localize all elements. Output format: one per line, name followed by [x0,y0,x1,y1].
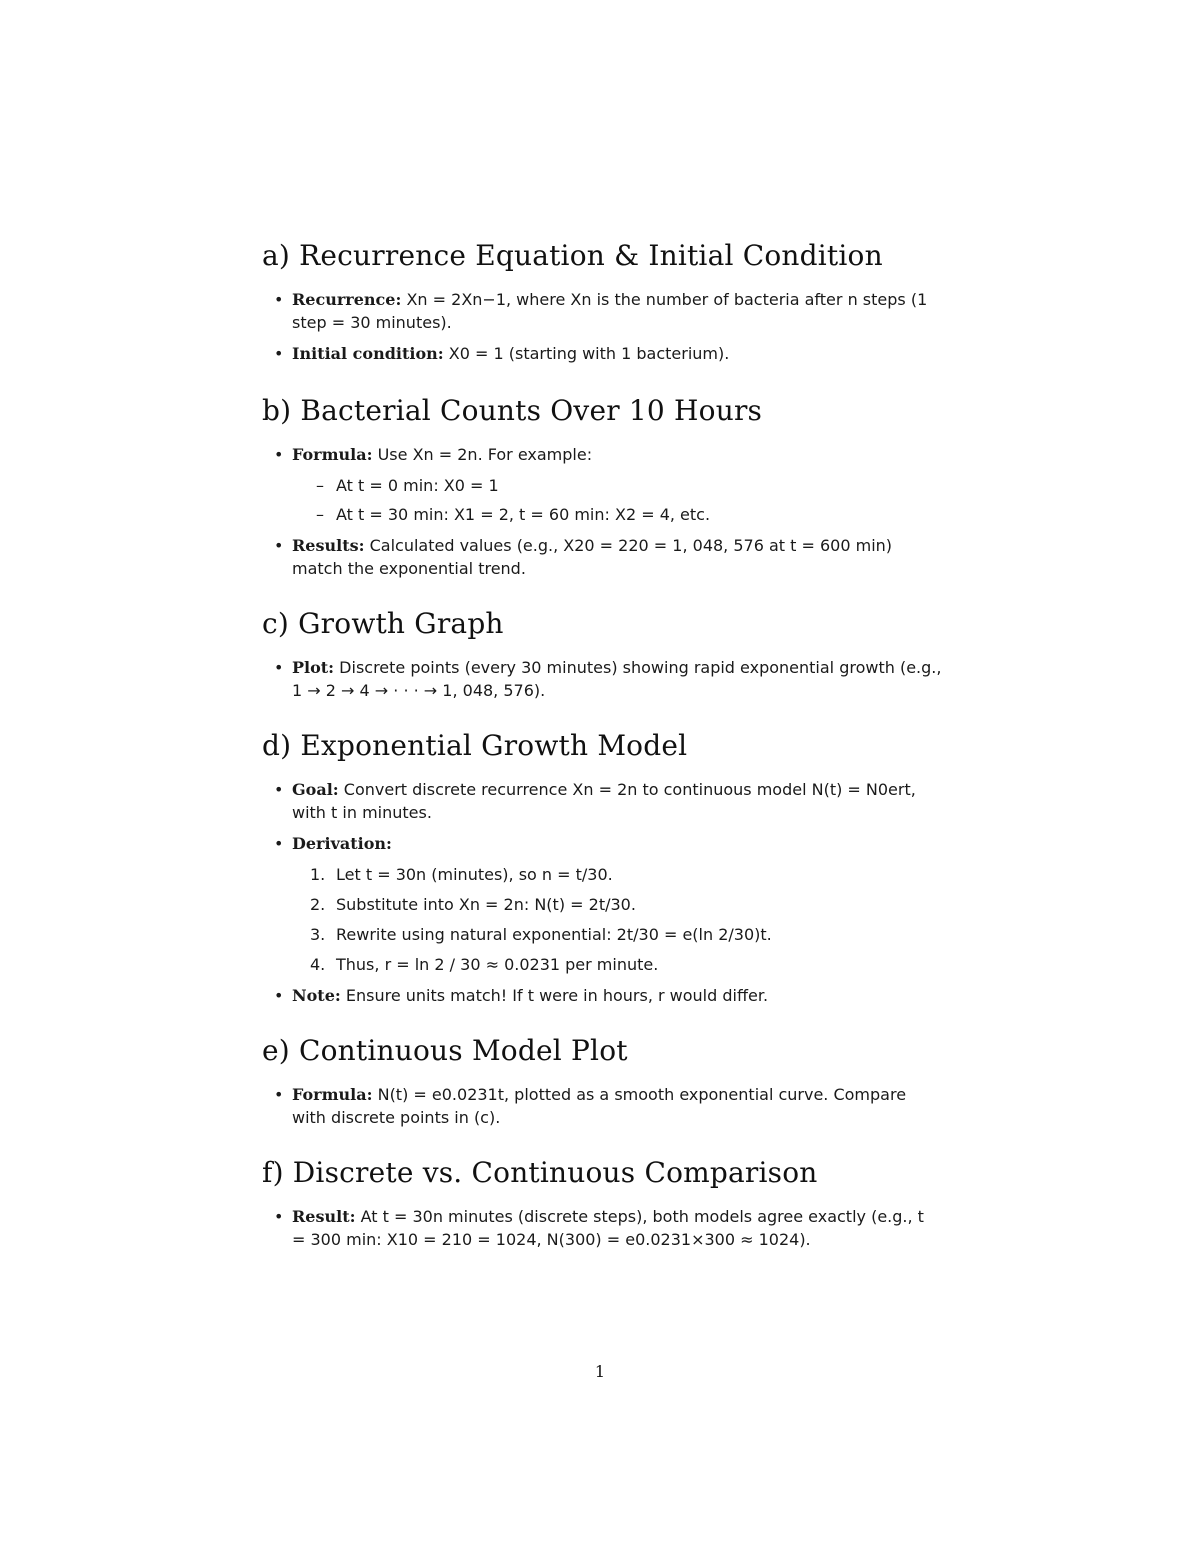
derivation-step-4: 4. Thus, r = ln 2 / 30 ≈ 0.0231 per minute. [310,955,659,974]
bullet-label: Initial condition: [292,344,444,363]
section-b-bullet-results [292,534,942,580]
section-d-bullet-goal [292,778,942,824]
section-d-bullet-derivation [292,832,942,976]
section-b-list [262,443,942,580]
document-page [262,238,942,1259]
section-c-heading: c) Growth Graph [262,607,504,640]
sub-item-t30: – At t = 30 min: X1 = 2, t = 60 min: X2 = 4, etc. [336,503,942,526]
derivation-step-3: 3. Rewrite using natural exponential: 2t/30 = e(ln 2/30)t. [310,925,772,944]
section-b-heading: b) Bacterial Counts Over 10 Hours [262,394,763,427]
section-d [262,728,942,1007]
bullet-text: Ensure units match! If t were in hours, r would differ. [345,986,769,1005]
bullet-label: Formula: [292,1085,373,1104]
section-e-bullet-formula [292,1083,942,1129]
section-b-bullet-formula [292,443,942,526]
section-f-heading: f) Discrete vs. Continuous Comparison [262,1156,818,1189]
section-c-list [262,656,942,702]
bullet-label: Result: [292,1207,356,1226]
bullet-label: Note: [292,986,341,1005]
section-c [262,606,942,702]
section-a-heading: a) Recurrence Equation & Initial Condition [262,239,883,272]
derivation-steps [292,863,942,976]
bullet-text: At t = 30n minutes (discrete steps), both models agree exactly (e.g., t = 300 min: X10 = 210 = 1024, N(300) = e0.0231×300 ≈ 1024). [292,1207,924,1249]
bullet-text: X0 = 1 (starting with 1 bacterium). [448,344,730,363]
bullet-text: Calculated values (e.g., X20 = 220 = 1, 048, 576 at t = 600 min) match the exponential trend. [292,536,893,578]
bullet-label: Formula: [292,445,373,464]
section-e-list [262,1083,942,1129]
section-f [262,1155,942,1251]
section-a-bullet-initial-condition [292,342,942,365]
section-e [262,1033,942,1129]
derivation-step-2: 2. Substitute into Xn = 2n: N(t) = 2t/30. [310,895,636,914]
bullet-label: Goal: [292,780,339,799]
section-a [262,238,942,365]
step-text: Substitute into Xn = 2n: N(t) = 2t/30. [336,895,636,914]
step-text: Let t = 30n (minutes), so n = t/30. [336,865,613,884]
section-f-bullet-result [292,1205,942,1251]
bullet-label: Results: [292,536,365,555]
bullet-text: Xn = 2Xn−1, where Xn is the number of bacteria after n steps (1 step = 30 minutes). [292,290,928,332]
bullet-text: Convert discrete recurrence Xn = 2n to continuous model N(t) = N0ert, with t in minutes. [292,780,916,822]
sub-item-t0: – At t = 0 min: X0 = 1 [336,474,942,497]
page-number: 1 [594,1362,606,1381]
bullet-text: N(t) = e0.0231t, plotted as a smooth exponential curve. Compare with discrete points in (c). [292,1085,907,1127]
section-d-bullet-note [292,984,942,1007]
section-a-list [262,288,942,365]
section-e-heading: e) Continuous Model Plot [262,1034,628,1067]
section-c-bullet-plot [292,656,942,702]
bullet-label: Plot: [292,658,335,677]
section-b [262,393,942,580]
bullet-text: Discrete points (every 30 minutes) showing rapid exponential growth (e.g., 1 → 2 → 4 → · · · → 1, 048, 576). [292,658,942,700]
section-b-sublist [292,474,942,526]
derivation-step-1: 1. Let t = 30n (minutes), so n = t/30. [310,865,613,884]
section-f-list [262,1205,942,1251]
section-d-list [262,778,942,1007]
step-text: Thus, r = ln 2 / 30 ≈ 0.0231 per minute. [336,955,659,974]
step-text: Rewrite using natural exponential: 2t/30 = e(ln 2/30)t. [336,925,772,944]
bullet-text: Use Xn = 2n. For example: [377,445,593,464]
section-d-heading: d) Exponential Growth Model [262,729,688,762]
section-a-bullet-recurrence [292,288,942,334]
bullet-label: Derivation: [292,834,392,853]
bullet-label: Recurrence: [292,290,402,309]
